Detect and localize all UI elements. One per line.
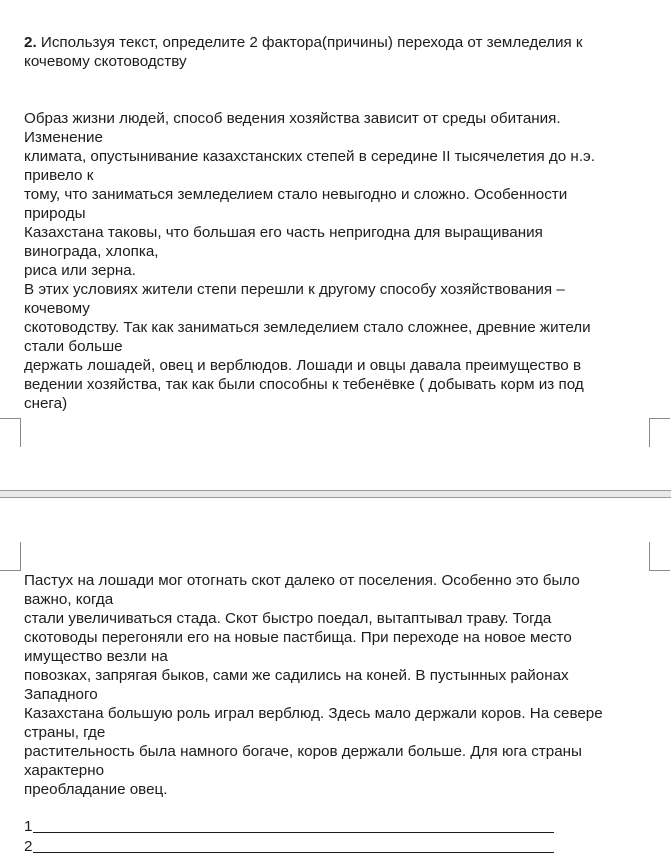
page-separator	[0, 490, 671, 498]
passage-line: важно, когда	[24, 591, 114, 608]
answer-line-2[interactable]	[24, 837, 554, 856]
passage-line: В этих условиях жители степи перешли к другому способу хозяйствования –	[24, 281, 565, 298]
answer-line-1[interactable]	[24, 817, 554, 836]
passage-line: растительность была намного богаче, коров держали больше. Для юга страны	[24, 743, 582, 760]
passage-line: Казахстана таковы, что большая его часть непригодна для выращивания	[24, 224, 543, 241]
page-corner-mark-top-left	[0, 542, 21, 571]
passage-line: скотоводству. Так как заниматься земледелием стало сложнее, древние жители	[24, 319, 591, 336]
passage-line: Образ жизни людей, способ ведения хозяйства зависит от среды обитания.	[24, 110, 561, 127]
passage-line: скотоводы перегоняли его на новые пастбища. При переходе на новое место	[24, 629, 572, 646]
passage-line: страны, где	[24, 724, 106, 741]
passage-line: природы	[24, 205, 86, 222]
passage-line: преобладание овец.	[24, 781, 168, 798]
answer-line-1-number: 1	[24, 818, 33, 835]
passage-line: снега)	[24, 395, 68, 412]
answer-line-2-number: 2	[24, 838, 33, 855]
answer-line-2-rule	[33, 852, 554, 853]
passage-line: повозках, запрягая быков, сами же садились на коней. В пустынных районах	[24, 667, 569, 684]
passage-line: Изменение	[24, 129, 103, 146]
passage-line: стали увеличиваться стада. Скот быстро поедал, вытаптывал траву. Тогда	[24, 610, 552, 627]
question-heading	[24, 33, 644, 71]
passage-line: Пастух на лошади мог отогнать скот далеко от поселения. Особенно это было	[24, 572, 580, 589]
passage-line: держать лошадей, овец и верблюдов. Лошади и овцы давала преимущество в	[24, 357, 582, 374]
passage-line: стали больше	[24, 338, 123, 355]
page-corner-mark-top-right	[649, 542, 670, 571]
document-page-2	[0, 498, 671, 860]
passage-line: Казахстана большую роль играл верблюд. Здесь мало держали коров. На севере	[24, 705, 603, 722]
passage-line: тому, что заниматься земледелием стало невыгодно и сложно. Особенности	[24, 186, 568, 203]
passage-line: винограда, хлопка,	[24, 243, 159, 260]
passage-line: имущество везли на	[24, 648, 168, 665]
passage-line: кочевому	[24, 300, 90, 317]
passage-line: Западного	[24, 686, 98, 703]
passage-part-1	[24, 109, 654, 413]
page-corner-mark-bottom-left	[0, 418, 21, 447]
page-corner-mark-bottom-right	[649, 418, 670, 447]
answer-line-1-rule	[33, 832, 554, 833]
passage-line: климата, опустынивание казахстанских степей в середине II тысячелетия до н.э.	[24, 148, 596, 165]
passage-line: риса или зерна.	[24, 262, 136, 279]
passage-line: характерно	[24, 762, 105, 779]
passage-line: привело к	[24, 167, 94, 184]
question-text: Используя текст, определите 2 фактора(причины) перехода от земледелия к кочевому скотоводству	[24, 34, 583, 70]
passage-part-2	[24, 571, 654, 799]
question-number: 2.	[24, 34, 37, 51]
passage-line: ведении хозяйства, так как были способны к тебенёвке ( добывать корм из под	[24, 376, 584, 393]
